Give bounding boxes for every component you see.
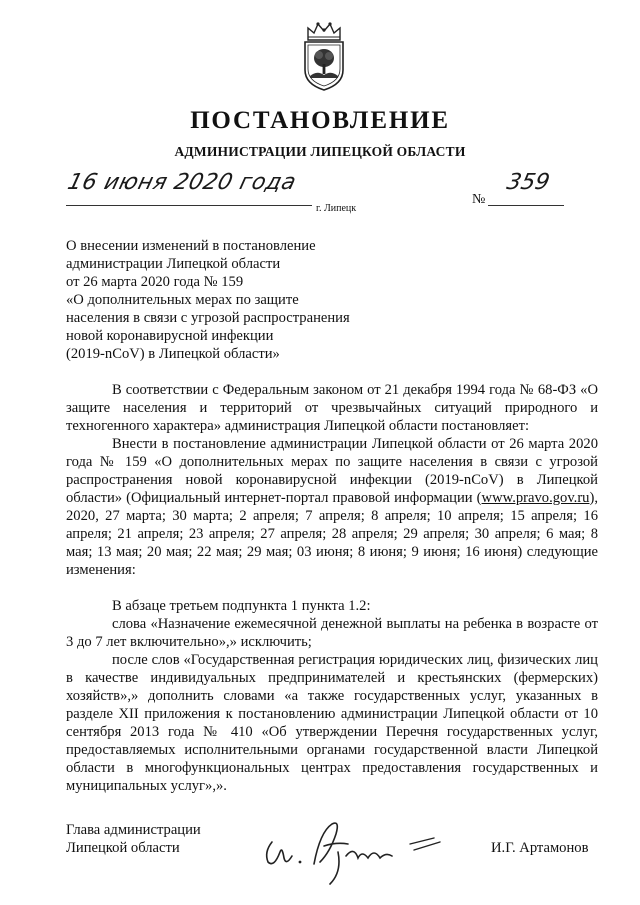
pravo-gov-link[interactable]: www.pravo.gov.ru: [481, 490, 590, 506]
subject-line: «О дополнительных мерах по защите: [66, 292, 299, 308]
subject-line: новой коронавирусной инфекции: [66, 328, 274, 344]
coat-of-arms-icon: [300, 20, 348, 92]
subject-line: населения в связи с угрозой распространения: [66, 310, 350, 326]
amendment-text-end: ), 2020, 27 марта; 30 марта; 2 апреля; 7 апреля; 8 апреля; 10 апреля; 15 апреля; 16 апреля; 21 апреля; 23 апреля; 27 апреля; 28 апреля; 29 апреля; 30 апреля; 6 мая; 8 мая; 13 мая; 20 мая; 22 мая; 29 мая; 03 июня; 8 июня; 9 июня; 16 июня) следующие изменения:: [66, 490, 598, 578]
city-label: г. Липецк: [316, 203, 357, 214]
number-sign: №: [472, 192, 486, 207]
handwritten-signature: [250, 812, 450, 890]
handwritten-date: 16 июня 2020 года: [65, 170, 299, 195]
subject-line: (2019-nCoV) в Липецкой области»: [66, 346, 280, 362]
subject-line: О внесении изменений в постановление: [66, 238, 316, 254]
signatory-title-line: Глава администрации: [66, 822, 201, 838]
signatory-name: И.Г. Артамонов: [491, 840, 589, 856]
issuer-subtitle: АДМИНИСТРАЦИИ ЛИПЕЦКОЙ ОБЛАСТИ: [174, 144, 466, 159]
subject-line: от 26 марта 2020 года № 159: [66, 274, 244, 290]
document-body: [66, 381, 598, 795]
handwritten-number: 359: [504, 170, 552, 195]
document-subject: [66, 237, 396, 363]
signatory-title-line: Липецкой области: [66, 840, 180, 856]
body-paragraph-clause: В абзаце третьем подпункта 1 пункта 1.2:: [112, 598, 371, 614]
body-paragraph-exclusion: слова «Назначение ежемесячной денежной выплаты на ребенка в возрасте от 3 до 7 лет включительно»,» исключить;: [66, 616, 598, 650]
amendment-text-start: Внести в постановление администрации Липецкой области от 26 марта 2020 года № 159 «О дополнительных мерах по защите населения в связи с угрозой распространения новой коронавирусной инфекции (2019-nCoV) в Липецкой области» (Официальный интернет-портал правовой информации (: [66, 436, 598, 506]
body-paragraph-amendment: [66, 435, 598, 579]
body-paragraph-addition: после слов «Государственная регистрация юридических лиц, физических лиц в качестве индивидуальных предпринимателей и крестьянских (фермерских) хозяйств»,» дополнить словами «а также государственных услуг, указанных в разделе XII приложения к постановлению администрации Липецкой области от 10 сентября 2013 года № 410 «Об утверждении Перечня государственных услуг, предоставляемых исполнительными органами государственной власти Липецкой области в многофункциональных центрах предоставления государственных и муниципальных услуг»,».: [66, 652, 598, 794]
subject-line: администрации Липецкой области: [66, 256, 281, 272]
signatory-title: [66, 821, 201, 857]
body-paragraph-preamble: В соответствии с Федеральным законом от 21 декабря 1994 года № 68-ФЗ «О защите населения и территорий от чрезвычайных ситуаций природного и техногенного характера» администрация Липецкой области постановляет:: [66, 382, 598, 434]
document-title: ПОСТАНОВЛЕНИЕ: [190, 107, 450, 134]
number-underline: [488, 205, 564, 206]
date-underline: [66, 205, 312, 206]
